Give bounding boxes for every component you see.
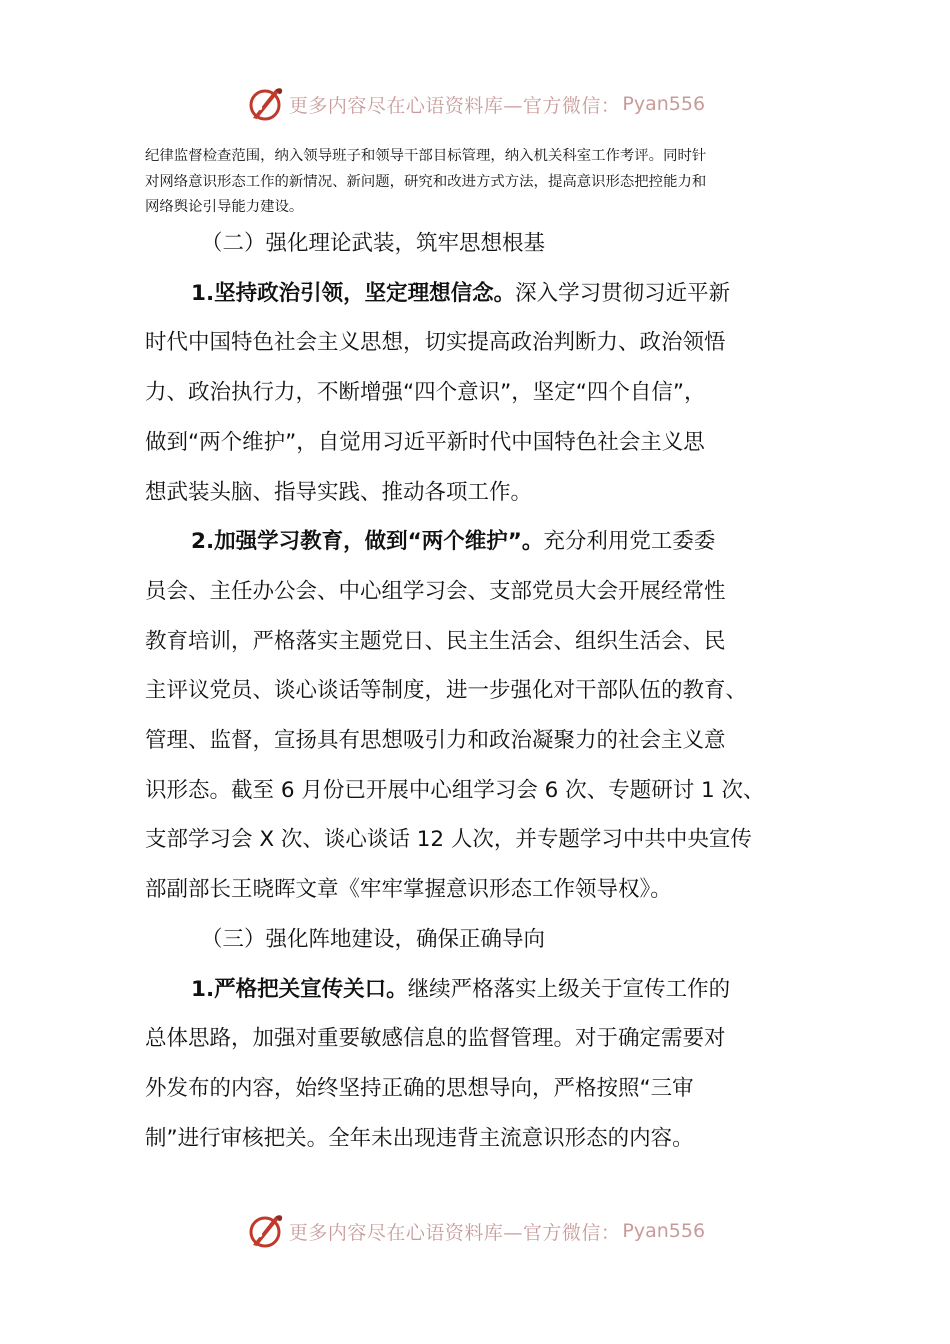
paragraph-line: 主评议党员、谈心谈话等制度，进一步强化对干部队伍的教育、 [145, 678, 748, 704]
paragraph-line: 部副部长王晓晖文章《牢牢掌握意识形态工作领导权》。 [145, 877, 672, 903]
paragraph-lead: 1.坚持政治引领，坚定理想信念。 [191, 280, 516, 306]
banner-wechat-id: Pyan556 [622, 1220, 706, 1242]
paragraph-lead: 1.严格把关宣传关口。 [191, 976, 408, 1002]
quill-logo-icon [245, 1211, 285, 1251]
paragraph-2-1 [145, 269, 825, 518]
quill-logo-icon [245, 84, 285, 124]
banner-slogan: 更多内容尽在心语资料库—官方微信： [288, 1221, 621, 1244]
paragraph-line: 管理、监督，宣扬具有思想吸引力和政治凝聚力的社会主义意 [145, 728, 726, 754]
paragraph-line: 做到“两个维护”，自觉用习近平新时代中国特色社会主义思 [145, 429, 705, 455]
paragraph-line: 时代中国特色社会主义思想，切实提高政治判断力、政治领悟 [145, 330, 726, 356]
footer-banner [0, 1209, 950, 1253]
paragraph-line: 想武装头脑、指导实践、推动各项工作。 [145, 479, 533, 505]
intro-line: 对网络意识形态工作的新情况、新问题，研究和改进方式方法，提高意识形态把控能力和 [145, 173, 707, 190]
banner-slogan: 更多内容尽在心语资料库—官方微信： [288, 94, 621, 117]
intro-line: 纪律监督检查范围，纳入领导班子和领导干部目标管理，纳入机关科室工作考评。同时针 [145, 148, 707, 164]
document-body [145, 219, 825, 1163]
paragraph-line: 教育培训，严格落实主题党日、民主生活会、组织生活会、民 [145, 628, 726, 654]
paragraph-text: 深入学习贯彻习近平新 [515, 280, 731, 306]
paragraph-3-1 [145, 965, 825, 1164]
banner-wechat-id: Pyan556 [622, 93, 706, 115]
paragraph-line: 总体思路，加强对重要敏感信息的监督管理。对于确定需要对 [145, 1026, 726, 1052]
header-banner [0, 82, 950, 126]
paragraph-line: 力、政治执行力，不断增强“四个意识”，坚定“四个自信”， [145, 380, 706, 406]
paragraph-lead: 2.加强学习教育，做到“两个维护”。 [191, 529, 544, 555]
intro-line: 网络舆论引导能力建设。 [145, 199, 304, 215]
intro-paragraph [145, 144, 815, 221]
paragraph-line: 外发布的内容，始终坚持正确的思想导向，严格按照“三审 [145, 1075, 694, 1101]
paragraph-line: 员会、主任办公会、中心组学习会、支部党员大会开展经常性 [145, 578, 726, 604]
paragraph-text: 继续严格落实上级关于宣传工作的 [407, 976, 731, 1002]
paragraph-line [145, 517, 825, 567]
paragraph-line: 制”进行审核把关。全年未出现违背主流意识形态的内容。 [145, 1125, 694, 1151]
paragraph-line [145, 965, 825, 1015]
section-heading-2: （二）强化理论武装，筑牢思想根基 [201, 231, 546, 256]
paragraph-line: 支部学习会 X 次、谈心谈话 12 人次，并专题学习中共中央宣传 [145, 827, 752, 853]
paragraph-text: 充分利用党工委委 [543, 529, 716, 555]
paragraph-2-2 [145, 517, 825, 915]
section-heading-3: （三）强化阵地建设，确保正确导向 [201, 926, 546, 952]
paragraph-line [145, 269, 825, 319]
paragraph-line: 识形态。截至 6 月份已开展中心组学习会 6 次、专题研讨 1 次、 [145, 777, 765, 803]
